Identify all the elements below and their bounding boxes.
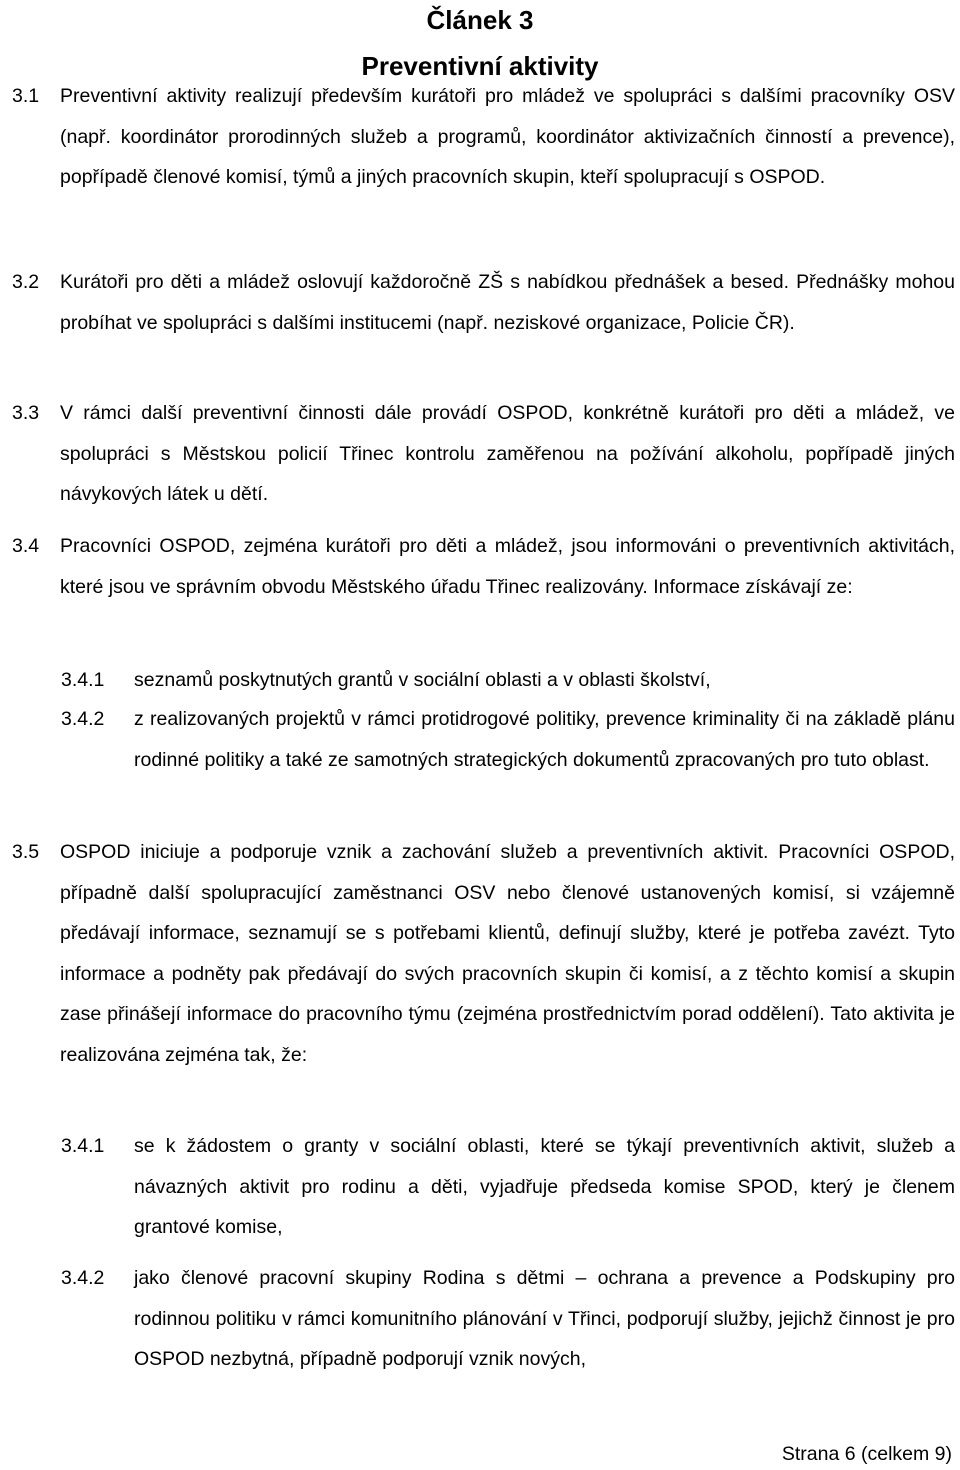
subitem-3-4-2-b	[61, 1258, 955, 1380]
paragraph-text: OSPOD iniciuje a podporuje vznik a zachování služeb a preventivních aktivit. Pracovníci OSPOD, případně další spolupracující zaměstnanci OSV nebo členové ustanovených komisí, si vzájemně předávají informace, seznamují se s potřebami klientů, definují služby, které je potřeba zavézt. Tyto informace a podněty pak předávají do svých pracovních skupin či komisí, a z těchto komisí a skupin zase přinášejí informace do pracovního týmu (zejména prostřednictvím porad oddělení). Tato aktivita je realizována zejména tak, že:	[60, 841, 955, 1066]
subitem-3-4-1	[61, 660, 955, 701]
paragraph-number: 3.2	[12, 271, 40, 293]
subitem-number: 3.4.2	[61, 1267, 105, 1289]
paragraph-number: 3.4	[12, 535, 40, 557]
subitem-number: 3.4.1	[61, 1135, 105, 1157]
page-footer: Strana 6 (celkem 9)	[781, 1443, 952, 1465]
subitem-number: 3.4.1	[61, 669, 105, 691]
subitem-3-4-2	[61, 699, 955, 780]
paragraph-text: Preventivní aktivity realizují především kurátoři pro mládež ve spolupráci s dalšími pracovníky OSV (např. koordinátor prorodinných služeb a programů, koordinátor aktivizačních činností a prevence), popřípadě členové komisí, týmů a jiných pracovních skupin, kteří spolupracují s OSPOD.	[60, 85, 955, 188]
subitem-text: jako členové pracovní skupiny Rodina s dětmi – ochrana a prevence a Podskupiny pro rodinnou politiku v rámci komunitního plánování v Třinci, podporují služby, jejichž činnost je pro OSPOD nezbytná, případně podporují vznik nových,	[134, 1267, 955, 1370]
article-title: Článek 3	[426, 5, 534, 35]
paragraph-3-4	[12, 526, 955, 607]
paragraph-number: 3.5	[12, 841, 40, 863]
paragraph-number: 3.3	[12, 402, 40, 424]
subitem-number: 3.4.2	[61, 708, 105, 730]
paragraph-text: V rámci další preventivní činnosti dále provádí OSPOD, konkrétně kurátoři pro děti a mládež, ve spolupráci s Městskou policií Třinec kontrolu zaměřenou na požívání alkoholu, popřípadě jiných návykových látek u dětí.	[60, 402, 955, 505]
subitem-3-4-1-b	[61, 1126, 955, 1248]
subitem-text: z realizovaných projektů v rámci protidrogové politiky, prevence kriminality či na základě plánu rodinné politiky a také ze samotných strategických dokumentů zpracovaných pro tuto oblast.	[134, 708, 955, 771]
paragraph-number: 3.1	[12, 85, 40, 107]
paragraph-3-3	[12, 393, 955, 515]
subitem-text: seznamů poskytnutých grantů v sociální oblasti a v oblasti školství,	[134, 669, 711, 691]
paragraph-text: Kurátoři pro děti a mládež oslovují každoročně ZŠ s nabídkou přednášek a besed. Přednášky mohou probíhat ve spolupráci s dalšími institucemi (např. neziskové organizace, Policie ČR).	[60, 271, 955, 334]
subitem-text: se k žádostem o granty v sociální oblasti, které se týkají preventivních aktivit, služeb a návazných aktivit pro rodinu a děti, vyjadřuje předseda komise SPOD, který je členem grantové komise,	[134, 1135, 955, 1238]
paragraph-text: Pracovníci OSPOD, zejména kurátoři pro děti a mládež, jsou informováni o preventivních aktivitách, které jsou ve správním obvodu Městského úřadu Třinec realizovány. Informace získávají ze:	[60, 535, 955, 598]
paragraph-3-1	[12, 76, 955, 198]
paragraph-3-5	[12, 832, 955, 1075]
article-subtitle: Preventivní aktivity	[361, 51, 599, 81]
paragraph-3-2	[12, 262, 955, 343]
